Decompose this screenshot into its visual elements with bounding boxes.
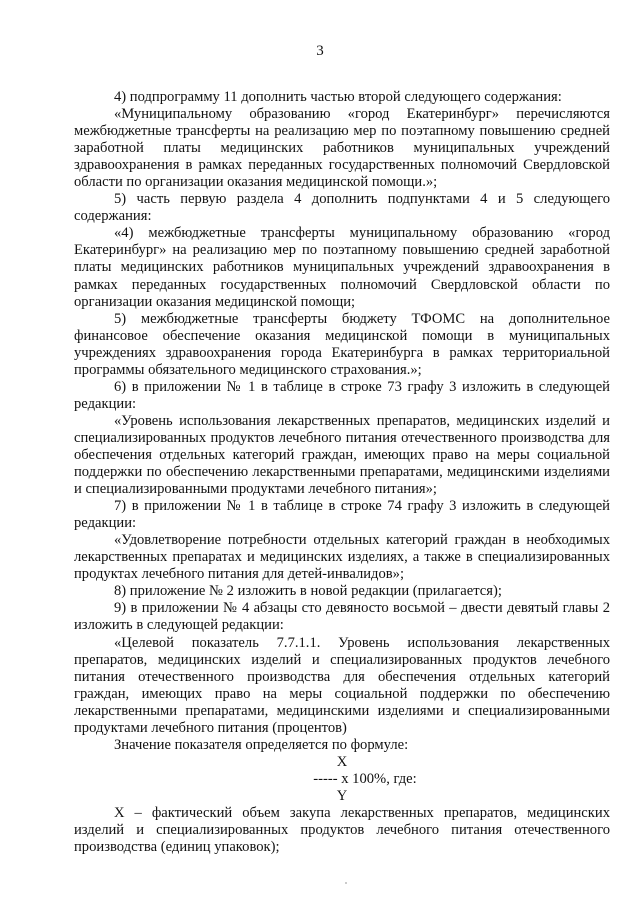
paragraph-appendix-1-row-74: 7) в приложении № 1 в таблице в строке 74 графу 3 изложить в следующей редакции: <box>74 498 610 532</box>
paragraph-subpoint-5: 5) межбюджетные трансферты бюджету ТФОМС на дополнительное финансовое обеспечение оказания медицинской помощи в муниципальных учреждениях здравоохранения города Екатеринбурга в рамках территориальной программы обязательного медицинского страхования.»; <box>74 310 610 378</box>
paragraph-formula-intro: Значение показателя определяется по формуле: <box>114 736 409 753</box>
formula <box>74 754 610 805</box>
paragraph-need-satisfaction: «Удовлетворение потребности отдельных категорий граждан в необходимых лекарственных препаратах и медицинских изделиях, а также в специализированных продуктах лечебного питания для детей-инвалидов»; <box>74 532 610 583</box>
scan-dot <box>345 882 347 884</box>
paragraph-indicator-level-use: «Уровень использования лекарственных препаратов, медицинских изделий и специализированных продуктов лечебного питания отечественного производства для обеспечения отдельных категорий граждан, имеющих право на меры социальной поддержки по обеспечению лекарственными препаратами, медицинскими изделиями и специализированными продуктами лечебного питания»; <box>74 412 610 498</box>
formula-fraction-line: ----- x 100%, где: <box>313 770 417 787</box>
paragraph-subpoint-4: «4) межбюджетные трансферты муниципальному образованию «город Екатеринбург» на реализацию мер по поэтапному повышению средней заработной платы медицинских работников муниципальных учреждений здравоохранения в рамках переданных государственных полномочий Свердловской области по организации оказания медицинской помощи; <box>74 225 610 310</box>
formula-denominator: Y <box>336 787 348 804</box>
paragraph-x-definition: X – фактический объем закупа лекарственных препаратов, медицинских изделий и специализированных продуктов лечебного питания отечественного производства (единиц упаковок); <box>74 804 610 856</box>
paragraph-appendix-4: 9) в приложении № 4 абзацы сто девяносто восьмой – двести девятый главы 2 изложить в следующей редакции: <box>74 600 610 634</box>
paragraph-section-4: 5) часть первую раздела 4 дополнить подпунктами 4 и 5 следующего содержания: <box>74 191 610 225</box>
paragraph-municipal-transfers: «Муниципальному образованию «город Екатеринбург» перечисляются межбюджетные трансферты на реализацию мер по поэтапному повышению средней заработной платы медицинских работников муниципальных учреждений здравоохранения в рамках переданных государственных полномочий Свердловской области по организации оказания медицинской помощи.»; <box>74 106 610 191</box>
page-number: 3 <box>316 43 324 59</box>
paragraph-appendix-2: 8) приложение № 2 изложить в новой редакции (прилагается); <box>114 583 502 600</box>
paragraph-target-indicator: «Целевой показатель 7.7.1.1. Уровень использования лекарственных препаратов, медицинских изделий и специализированных продуктов лечебного питания отечественного производства для обеспечения отдельных категорий граждан, имеющих право на меры социальной поддержки по обеспечению лекарственными препаратами, медицинскими изделиями и специализированными продуктами лечебного питания (процентов) <box>74 634 610 736</box>
document-body <box>74 89 610 856</box>
paragraph-appendix-1-row-73: 6) в приложении № 1 в таблице в строке 73 графу 3 изложить в следующей редакции: <box>74 378 610 412</box>
formula-numerator: X <box>336 753 348 770</box>
paragraph-subprogram-11: 4) подпрограмму 11 дополнить частью второй следующего содержания: <box>114 89 562 105</box>
